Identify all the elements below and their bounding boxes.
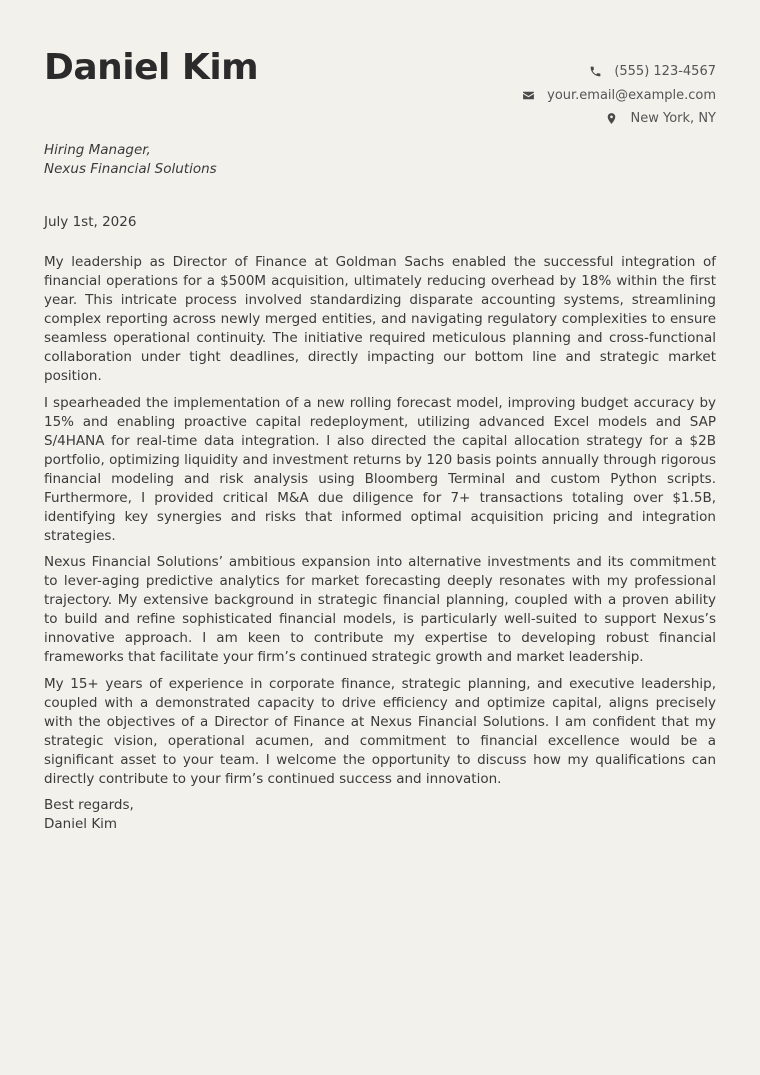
body-paragraph: I spearheaded the implementation of a new rolling forecast model, improving budget accuracy by 15% and enabling proactive capital redeployment, utilizing advanced Excel models and SAP S/4HANA for real-time data integration. I also directed the capital allocation strategy for a $2B portfolio, optimizing liquidity and investment returns by 120 basis points annually through rigorous financial modeling and risk analysis using Bloomberg Terminal and custom Python scripts. Furthermore, I provided critical M&A due diligence for 7+ transactions totaling over $1.5B, identifying key synergies and risks that informed optimal acquisition pricing and integration strategies. xyxy=(44,394,716,544)
body-paragraph: My leadership as Director of Finance at Goldman Sachs enabled the successful integration of financial operations for a $500M acquisition, ultimately reducing overhead by 18% within the first year. This intricate process involved standardizing disparate accounting systems, streamlining complex reporting across newly merged entities, and navigating regulatory complexities to ensure seamless operational continuity. The initiative required meticulous planning and cross-functional collaboration under tight deadlines, directly impacting our bottom line and strategic market position. xyxy=(44,254,716,384)
letter-body xyxy=(44,253,716,834)
email-text: your.email@example.com xyxy=(547,87,716,103)
recipient-company: Nexus Financial Solutions xyxy=(44,161,217,177)
letter-date: July 1st, 2026 xyxy=(44,214,137,230)
recipient-block xyxy=(44,141,217,179)
envelope-icon xyxy=(521,88,535,102)
body-paragraph: Nexus Financial Solutions’ ambitious expansion into alternative investments and its commitment to lever-aging predictive analytics for market forecasting deeply resonates with my professional trajectory. My extensive background in strategic financial planning, coupled with a proven ability to build and refine sophisticated financial models, is particularly well-suited to support Nexus’s innovative approach. I am keen to contribute my expertise to developing robust financial frameworks that facilitate your firm’s continued strategic growth and market leadership. xyxy=(44,554,716,665)
applicant-name: Daniel Kim xyxy=(44,47,259,88)
contact-info xyxy=(521,60,716,131)
closing-salutation: Best regards, xyxy=(44,797,134,813)
recipient-title: Hiring Manager, xyxy=(44,142,151,158)
phone-icon xyxy=(588,65,602,79)
contact-phone xyxy=(521,60,716,84)
body-paragraph: My 15+ years of experience in corporate finance, strategic planning, and executive leadership, coupled with a demonstrated capacity to drive efficiency and optimize capital, aligns precisely with the objectives of a Director of Finance at Nexus Financial Solutions. I am confident that my strategic vision, operational acumen, and commitment to financial excellence would be a significant asset to your team. I welcome the opportunity to discuss how my qualifications can directly contribute to your firm’s continued success and innovation. xyxy=(44,675,716,787)
map-pin-icon xyxy=(605,112,619,126)
phone-text: (555) 123-4567 xyxy=(614,64,716,80)
contact-location xyxy=(521,107,716,131)
contact-email xyxy=(521,84,716,108)
closing-block xyxy=(44,796,716,834)
closing-signature: Daniel Kim xyxy=(44,816,118,832)
location-text: New York, NY xyxy=(630,111,716,127)
